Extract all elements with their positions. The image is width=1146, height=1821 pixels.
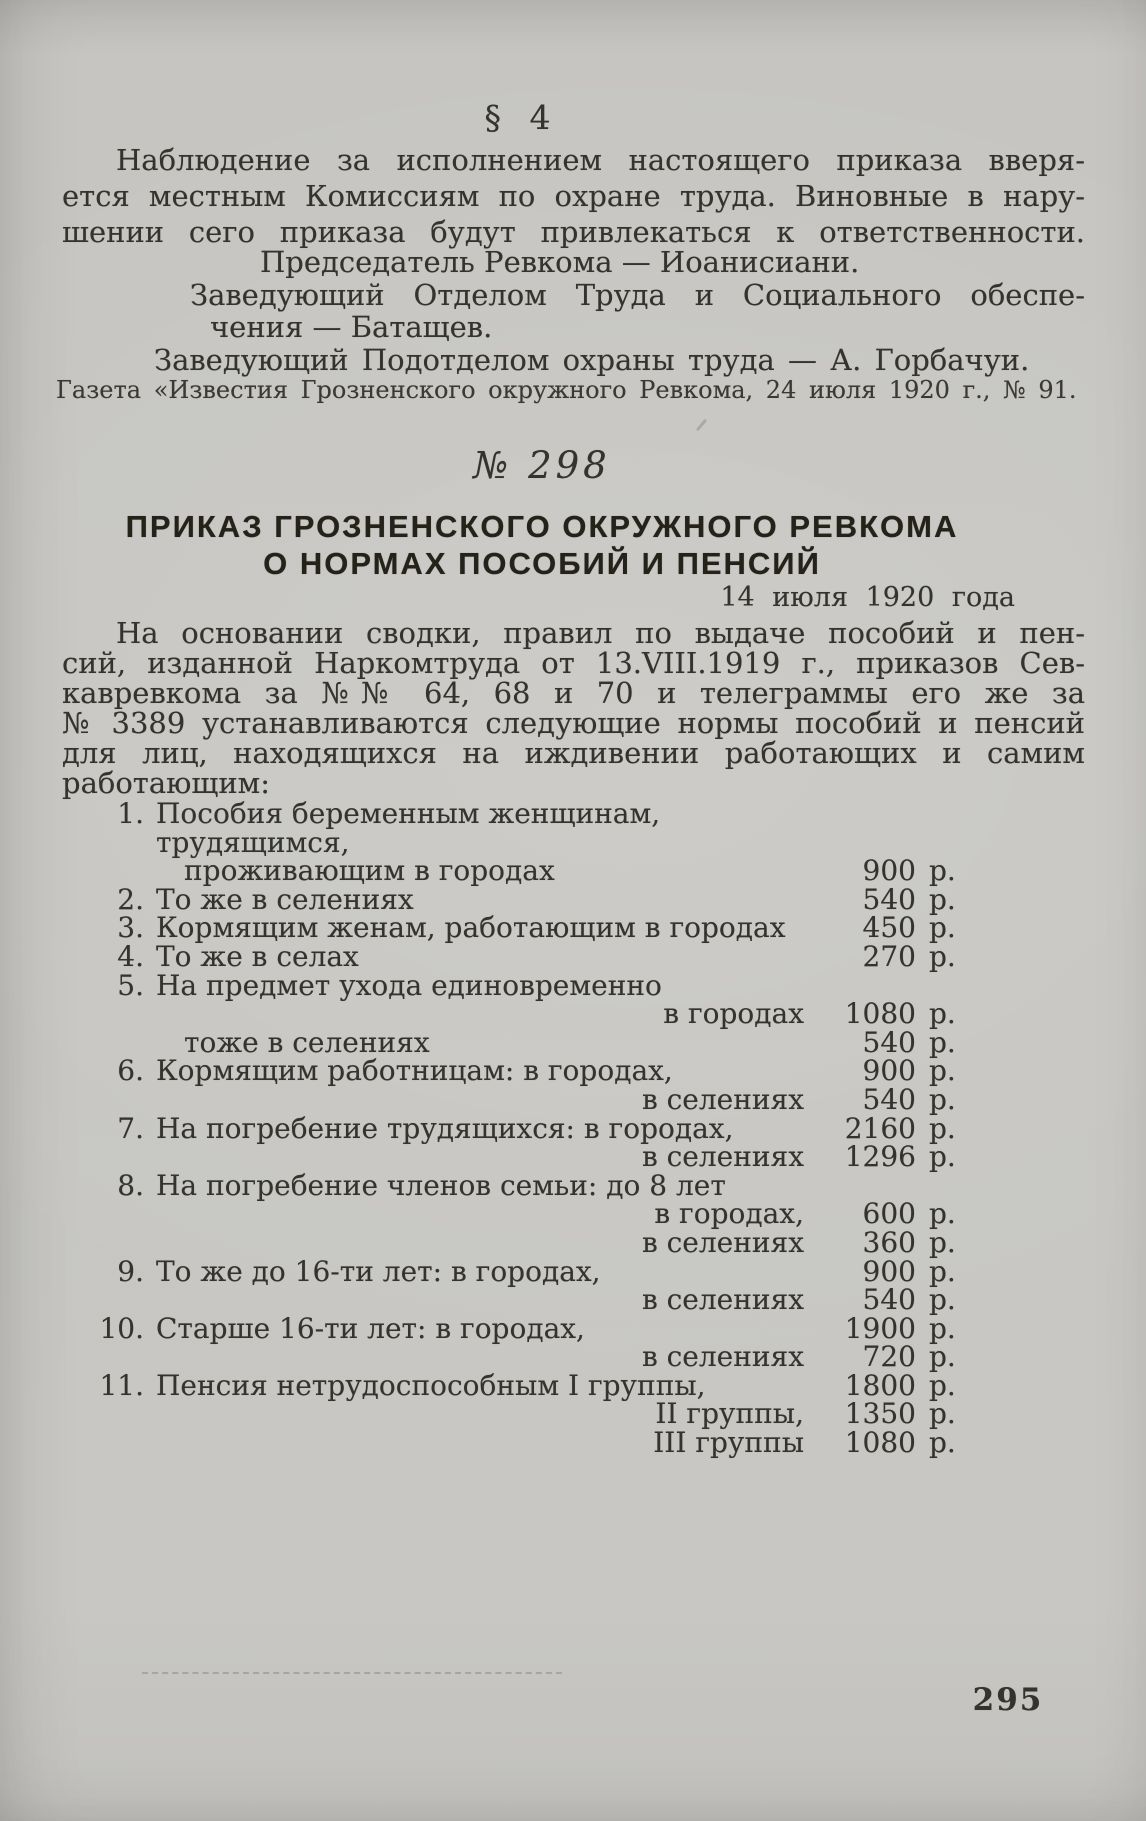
paragraph-line: № 3389 устанавливаются следующие нормы пособий и пенсий	[62, 706, 1085, 740]
benefit-row	[60, 854, 960, 888]
order-number: № 298	[473, 444, 611, 487]
signature-line: чения — Батащев.	[210, 310, 493, 344]
order-title-line: ПРИКАЗ ГРОЗНЕНСКОГО ОКРУЖНОГО РЕВКОМА	[125, 509, 959, 544]
paragraph-line: работающим:	[62, 766, 270, 800]
benefit-amount: 1900	[844, 1311, 916, 1345]
benefit-amount: 720	[862, 1340, 916, 1374]
benefit-amount: 540	[862, 1025, 916, 1059]
benefit-currency: р.	[929, 1368, 956, 1402]
benefit-amount: 1080	[844, 1426, 916, 1460]
benefit-row	[60, 997, 960, 1031]
benefit-text: в селениях	[641, 1225, 804, 1259]
benefit-currency: р.	[929, 882, 956, 916]
benefit-text: тоже в селениях	[184, 1025, 430, 1059]
scan-artifact-line	[142, 1672, 562, 1674]
benefit-amount: 2160	[844, 1111, 916, 1145]
benefit-row	[60, 1025, 960, 1059]
signature-line: Заведующий Подотделом охраны труда — А. Горбачуи.	[154, 342, 1030, 377]
signature-block	[62, 246, 1085, 376]
benefit-text: То же в селениях	[156, 882, 414, 916]
order-paragraph	[62, 618, 1085, 798]
benefit-row	[60, 1168, 960, 1202]
paragraph-line: ется местным Комиссиям по охране труда. Виновные в нару-	[62, 179, 1085, 213]
page-number: 295	[972, 1682, 1044, 1718]
benefit-currency: р.	[929, 1225, 956, 1259]
benefit-row	[60, 797, 960, 859]
benefit-currency: р.	[929, 997, 956, 1031]
benefit-text: в городах	[663, 997, 804, 1031]
benefit-amount: 540	[862, 1082, 916, 1116]
benefit-row	[60, 1340, 960, 1374]
benefit-currency: р.	[929, 1197, 956, 1231]
benefit-currency: р.	[929, 939, 956, 973]
benefit-currency: р.	[929, 1254, 956, 1288]
signature-line: Заведующий Отделом Труда и Социального обеспе-	[190, 277, 1085, 312]
benefit-amount: 270	[862, 939, 916, 973]
benefit-text: в селениях	[641, 1140, 804, 1174]
benefit-currency: р.	[929, 1283, 956, 1317]
benefit-row	[60, 1254, 960, 1288]
benefit-row	[60, 1397, 960, 1431]
paragraph-line: На основании сводки, правил по выдаче пособий и пен-	[116, 616, 1085, 650]
benefit-row	[60, 1225, 960, 1259]
benefit-amount: 540	[862, 882, 916, 916]
benefit-text: То же в селах	[156, 939, 359, 973]
benefit-number: 8.	[117, 1168, 144, 1202]
order-title-line: О НОРМАХ ПОСОБИЙ И ПЕНСИЙ	[263, 546, 821, 581]
benefit-amount: 1080	[844, 997, 916, 1031]
benefit-text: На предмет ухода единовременно	[156, 968, 662, 1002]
benefit-row	[60, 1111, 960, 1145]
benefit-number: 1.	[117, 797, 144, 830]
benefit-amount: 450	[862, 911, 916, 945]
benefit-currency: р.	[929, 1025, 956, 1059]
benefit-row	[60, 939, 960, 973]
paragraph-line: для лиц, находящихся на иждивении работающих и самим	[62, 736, 1085, 770]
benefit-number: 6.	[117, 1054, 144, 1088]
paragraph-line: кавревкома за №№ 64, 68 и 70 и телеграммы его же за	[62, 676, 1085, 710]
benefit-text: в городах,	[654, 1197, 804, 1231]
benefit-amount: 1800	[844, 1368, 916, 1402]
order-date: 14 июля 1920 года	[720, 582, 1015, 613]
benefit-currency: р.	[929, 1397, 956, 1431]
benefit-row	[60, 1197, 960, 1231]
benefit-text: Кормящим работницам: в городах,	[156, 1054, 673, 1088]
benefit-currency: р.	[929, 1054, 956, 1088]
benefit-text: в селениях	[641, 1082, 804, 1116]
benefit-row	[60, 1368, 960, 1402]
benefit-currency: р.	[929, 1082, 956, 1116]
benefit-row	[60, 1082, 960, 1116]
benefit-text: в селениях	[641, 1340, 804, 1374]
benefit-row	[60, 1140, 960, 1174]
benefit-amount: 900	[862, 1254, 916, 1288]
source-citation: Газета «Известия Грозненского окружного Ревкома, 24 июля 1920 г., № 91.	[56, 376, 1077, 404]
paragraph-line: шении сего приказа будут привлекаться к ответственности.	[62, 215, 1085, 249]
benefit-text: То же до 16-ти лет: в городах,	[156, 1254, 601, 1288]
benefits-list	[60, 797, 960, 1460]
benefit-currency: р.	[929, 1311, 956, 1345]
benefit-text: II группы,	[655, 1397, 804, 1431]
order-title	[62, 508, 1022, 582]
benefit-currency: р.	[929, 1140, 956, 1174]
benefit-number: 2.	[117, 882, 144, 916]
benefit-row	[60, 1283, 960, 1317]
section4-paragraph	[62, 142, 1085, 250]
benefit-row	[60, 1426, 960, 1460]
benefit-number: 9.	[117, 1254, 144, 1288]
benefit-text: На погребение трудящихся: в городах,	[156, 1111, 734, 1145]
benefit-row	[60, 968, 960, 1002]
benefit-amount: 900	[862, 1054, 916, 1088]
benefit-row	[60, 882, 960, 916]
benefit-text: Пособия беременным женщинам, трудящимся,	[156, 797, 661, 859]
benefit-currency: р.	[929, 911, 956, 945]
section-heading: § 4	[484, 98, 560, 137]
paragraph-line: Наблюдение за исполнением настоящего приказа вверя-	[116, 143, 1085, 177]
benefit-number: 3.	[117, 911, 144, 945]
benefit-amount: 1350	[844, 1397, 916, 1431]
benefit-row	[60, 911, 960, 945]
benefit-number: 4.	[117, 939, 144, 973]
benefit-number: 10.	[99, 1311, 144, 1345]
benefit-text: Пенсия нетрудоспособным I группы,	[156, 1368, 706, 1402]
benefit-currency: р.	[929, 854, 956, 888]
signature-line: Председатель Ревкома — Иоанисиани.	[260, 245, 860, 279]
benefit-row	[60, 1054, 960, 1088]
benefit-amount: 540	[862, 1283, 916, 1317]
benefit-amount: 360	[862, 1225, 916, 1259]
benefit-amount: 900	[862, 854, 916, 888]
benefit-text: в селениях	[641, 1283, 804, 1317]
benefit-text: Старше 16-ти лет: в городах,	[156, 1311, 585, 1345]
benefit-text: проживающим в городах	[184, 854, 555, 888]
benefit-number: 11.	[99, 1368, 144, 1402]
benefit-amount: 1296	[844, 1140, 916, 1174]
benefit-number: 7.	[117, 1111, 144, 1145]
benefit-number: 5.	[117, 968, 144, 1002]
benefit-currency: р.	[929, 1340, 956, 1374]
benefit-text: Кормящим женам, работающим в городах	[156, 911, 786, 945]
benefit-text: III группы	[653, 1426, 804, 1460]
scan-speck	[696, 419, 707, 432]
paragraph-line: сий, изданной Наркомтруда от 13.VIII.1919 г., приказов Сев-	[62, 646, 1085, 680]
benefit-currency: р.	[929, 1111, 956, 1145]
benefit-text: На погребение членов семьи: до 8 лет	[156, 1168, 726, 1202]
benefit-amount: 600	[862, 1197, 916, 1231]
benefit-currency: р.	[929, 1426, 956, 1460]
benefit-row	[60, 1311, 960, 1345]
